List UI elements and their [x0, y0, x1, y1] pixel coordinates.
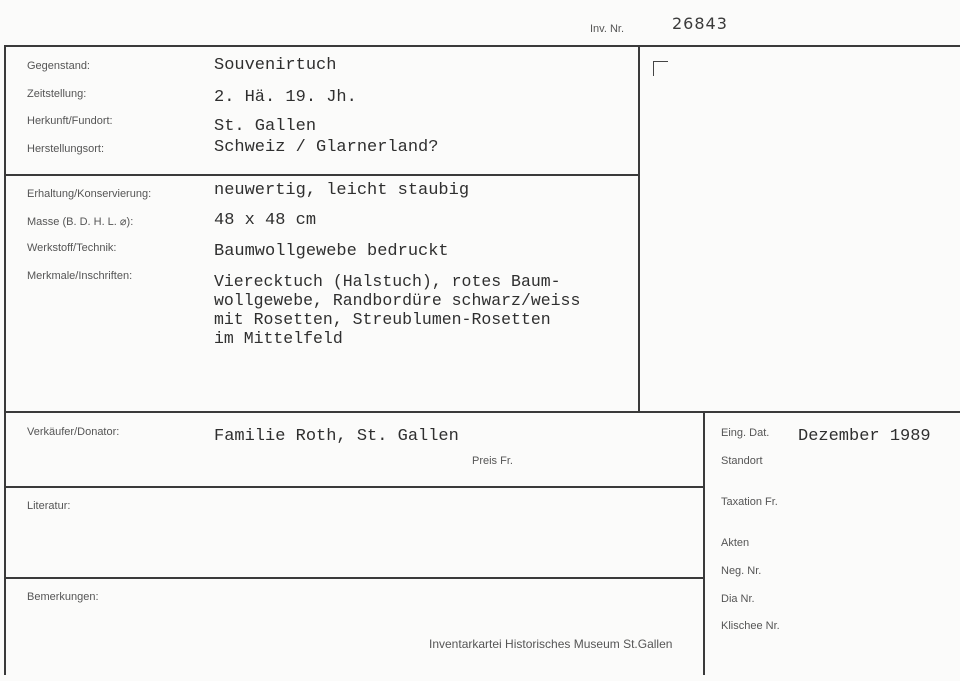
- section-divider-3: [4, 486, 704, 488]
- inv-nr-label: Inv. Nr.: [590, 23, 625, 35]
- gegenstand-value: Souvenirtuch: [214, 56, 337, 75]
- neg-nr-label: Neg. Nr.: [721, 565, 762, 577]
- preis-label: Preis Fr.: [472, 455, 513, 467]
- klischee-nr-label: Klischee Nr.: [721, 620, 780, 632]
- inv-nr-value: 26843: [672, 14, 728, 33]
- card-footer: Inventarkartei Historisches Museum St.Gallen: [429, 637, 673, 651]
- taxation-label: Taxation Fr.: [721, 496, 778, 508]
- akten-label: Akten: [721, 537, 750, 549]
- verkaeufer-value: Familie Roth, St. Gallen: [214, 427, 459, 446]
- bemerkungen-label: Bemerkungen:: [27, 591, 99, 603]
- herkunft-value: St. Gallen: [214, 117, 317, 136]
- merkmale-value: Vierecktuch (Halstuch), rotes Baum- wollgewebe, Randbordüre schwarz/weiss mit Rosetten, Streublumen-Rosetten im Mittelfeld: [214, 272, 581, 348]
- herstellungsort-value: Schweiz / Glarnerland?: [214, 138, 439, 157]
- section-divider-4: [4, 577, 704, 579]
- herstellungsort-label: Herstellungsort:: [27, 143, 105, 155]
- standort-label: Standort: [721, 455, 763, 467]
- verkaeufer-label: Verkäufer/Donator:: [27, 426, 120, 438]
- gegenstand-label: Gegenstand:: [27, 60, 90, 72]
- literatur-label: Literatur:: [27, 500, 71, 512]
- dia-nr-label: Dia Nr.: [721, 593, 755, 605]
- erhaltung-value: neuwertig, leicht staubig: [214, 181, 470, 200]
- header-divider: [4, 45, 960, 47]
- photo-corner-mark: [653, 61, 668, 76]
- erhaltung-label: Erhaltung/Konservierung:: [27, 188, 152, 200]
- photo-divider: [638, 45, 640, 412]
- masse-value: 48 x 48 cm: [214, 211, 317, 230]
- werkstoff-label: Werkstoff/Technik:: [27, 242, 117, 254]
- masse-label: Masse (B. D. H. L. ⌀):: [27, 216, 134, 228]
- section-divider-2: [4, 411, 960, 413]
- merkmale-label: Merkmale/Inschriften:: [27, 270, 133, 282]
- werkstoff-value: Baumwollgewebe bedruckt: [214, 242, 449, 261]
- side-divider: [703, 411, 705, 675]
- eing-dat-value: Dezember 1989: [798, 427, 931, 446]
- herkunft-label: Herkunft/Fundort:: [27, 115, 113, 127]
- left-border: [4, 45, 6, 675]
- eing-dat-label: Eing. Dat.: [721, 427, 770, 439]
- zeitstellung-value: 2. Hä. 19. Jh.: [214, 88, 357, 107]
- section-divider-1: [4, 174, 639, 176]
- zeitstellung-label: Zeitstellung:: [27, 88, 87, 100]
